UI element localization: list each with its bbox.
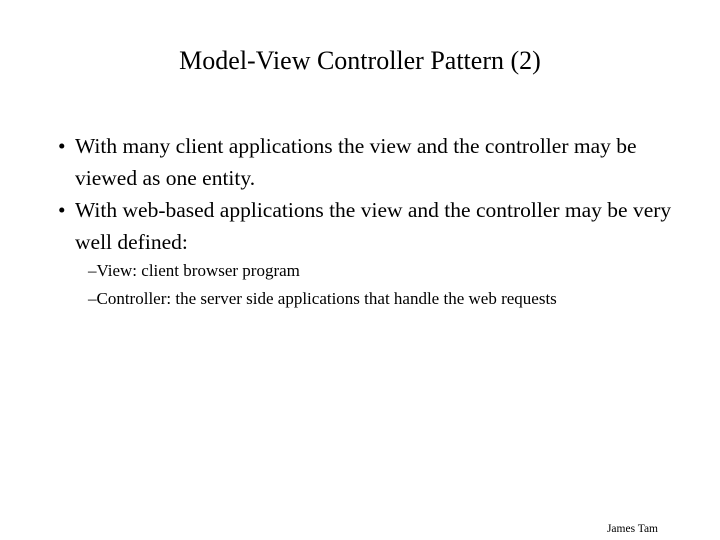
bullet-marker: • <box>58 134 66 158</box>
bullet-text: With web-based applications the view and the controller may be very well defined: <box>75 198 672 254</box>
slide-title: Model-View Controller Pattern (2) <box>179 46 541 75</box>
bullet-marker: • <box>58 198 66 222</box>
sub-bullet-item <box>88 257 708 285</box>
sub-bullet-marker: – <box>88 261 97 280</box>
sub-bullet-text: View: client browser program <box>96 261 300 280</box>
bullet-item <box>58 194 688 258</box>
bullet-item <box>58 130 688 194</box>
sub-bullet-list <box>88 257 708 313</box>
bullet-list <box>58 130 688 258</box>
sub-bullet-text: Controller: the server side applications that handle the web requests <box>96 289 557 308</box>
sub-bullet-marker: – <box>88 289 97 308</box>
sub-bullet-item <box>88 285 708 313</box>
bullet-text: With many client applications the view and the controller may be viewed as one entity. <box>75 134 637 190</box>
footer-author: James Tam <box>606 523 658 535</box>
